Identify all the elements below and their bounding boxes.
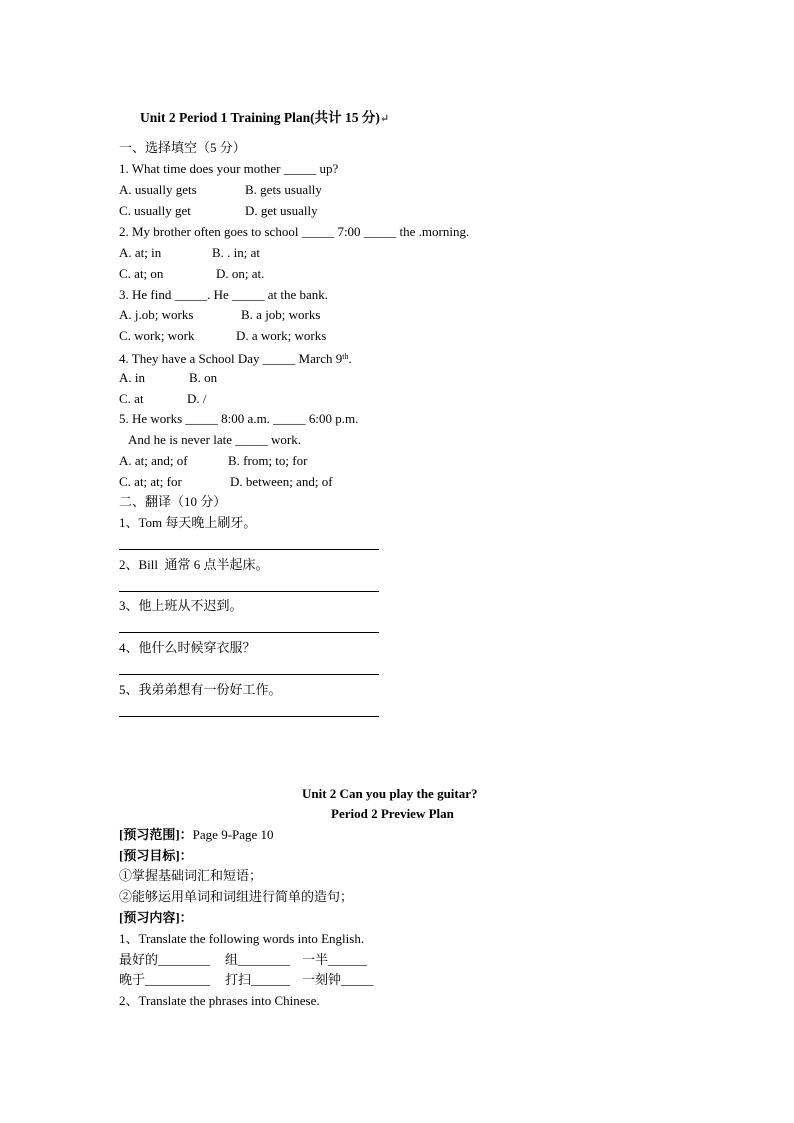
question-1-option-c: C. usually get — [119, 203, 191, 218]
page-title: Unit 2 Period 1 Training Plan(共计 15 分)↵ — [140, 110, 390, 125]
question-2-option-a: A. at; in — [119, 245, 162, 260]
answer-line[interactable] — [119, 716, 379, 717]
preview-goal-2: ②能够运用单词和词组进行简单的造句； — [119, 889, 354, 904]
word-blank[interactable]: 最好的________ — [119, 952, 211, 967]
question-1-option-b: B. gets usually — [245, 182, 322, 197]
translation-item-4: 4、他什么时候穿衣服？ — [119, 640, 256, 655]
question-5-line-2: And he is never late _____ work. — [119, 432, 301, 447]
translation-item-3: 3、他上班从不迟到。 — [119, 598, 243, 613]
question-2-option-d: D. on; at. — [216, 266, 265, 281]
question-4-superscript: th — [342, 352, 349, 361]
question-5-option-b: B. from; to; for — [228, 453, 308, 468]
preview-title: Unit 2 Can you play the guitar? — [302, 786, 478, 801]
question-3: 3. He find _____. He _____ at the bank. — [119, 287, 329, 302]
word-blank[interactable]: 晚于__________ — [119, 972, 211, 987]
question-5-option-a: A. at; and; of — [119, 453, 188, 468]
section-heading-translation: 二、翻译（10 分） — [119, 494, 227, 509]
preview-content-label: [预习内容]： — [119, 910, 193, 925]
answer-line[interactable] — [119, 674, 379, 675]
question-3-option-b: B. a job; works — [241, 307, 321, 322]
word-blank[interactable]: 一半______ — [302, 952, 368, 967]
preview-range: [预习范围]：Page 9-Page 10 — [119, 827, 274, 842]
paragraph-mark-icon: ↵ — [379, 113, 390, 125]
question-4-option-d: D. / — [187, 391, 207, 406]
translation-item-5: 5、我弟弟想有一份好工作。 — [119, 682, 282, 697]
word-blank[interactable]: 一刻钟_____ — [302, 972, 374, 987]
translation-item-2: 2、Bill 通常 6 点半起床。 — [119, 557, 269, 572]
preview-item-1: 1、Translate the following words into English. — [119, 931, 365, 946]
question-5: 5. He works _____ 8:00 a.m. _____ 6:00 p.m. — [119, 411, 359, 426]
word-blank[interactable]: 组________ — [225, 952, 291, 967]
question-3-option-a: A. j.ob; works — [119, 307, 194, 322]
question-1-option-a: A. usually gets — [119, 182, 197, 197]
preview-goal-1: ①掌握基础词汇和短语； — [119, 868, 263, 883]
question-2-option-c: C. at; on — [119, 266, 164, 281]
preview-subtitle: Period 2 Preview Plan — [331, 806, 454, 821]
question-2: 2. My brother often goes to school _____ 7:00 _____ the .morning. — [119, 224, 470, 239]
answer-line[interactable] — [119, 591, 379, 592]
section-heading-choice: 一、选择填空（5 分） — [119, 140, 246, 155]
question-4: 4. They have a School Day _____ March 9th. — [119, 351, 352, 366]
answer-line[interactable] — [119, 632, 379, 633]
preview-goal-label: [预习目标]： — [119, 848, 193, 863]
question-5-option-d: D. between; and; of — [230, 474, 333, 489]
question-3-option-d: D. a work; works — [236, 328, 327, 343]
question-3-option-c: C. work; work — [119, 328, 195, 343]
preview-item-2: 2、Translate the phrases into Chinese. — [119, 993, 320, 1008]
question-5-option-c: C. at; at; for — [119, 474, 182, 489]
answer-line[interactable] — [119, 549, 379, 550]
question-2-option-b: B. . in; at — [212, 245, 261, 260]
question-1-option-d: D. get usually — [245, 203, 318, 218]
translation-item-1: 1、Tom 每天晚上刷牙。 — [119, 515, 257, 530]
question-4-option-b: B. on — [189, 370, 218, 385]
word-blank[interactable]: 打扫______ — [225, 972, 291, 987]
question-1: 1. What time does your mother _____ up? — [119, 161, 339, 176]
question-4-option-c: C. at — [119, 391, 144, 406]
question-4-option-a: A. in — [119, 370, 145, 385]
